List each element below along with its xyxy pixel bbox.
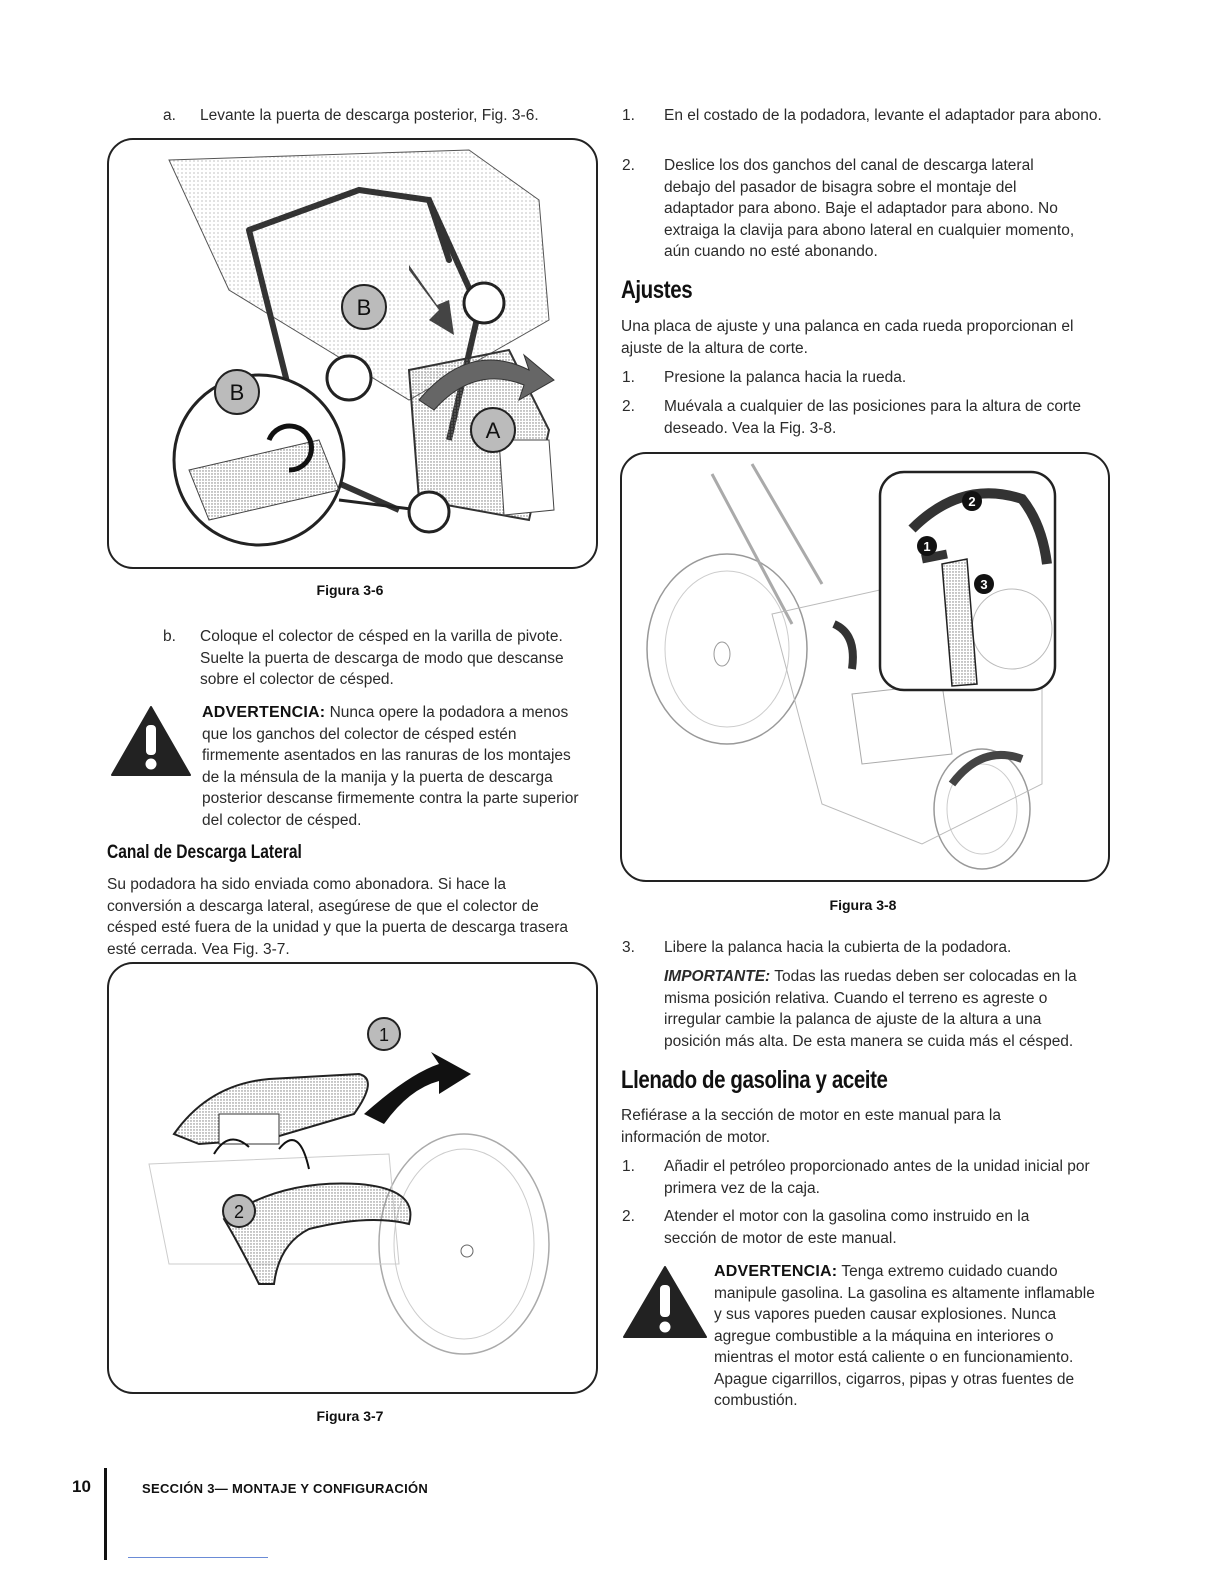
footer-section-title: SECCIÓN 3— MONTAJE Y CONFIGURACIÓN xyxy=(142,1481,429,1496)
label-1 xyxy=(368,1018,400,1050)
ajustes-step1-num: 1. xyxy=(622,369,635,386)
ajustes-step1-text: Presione la palanca hacia la rueda. xyxy=(664,369,907,386)
figure-3-7 xyxy=(107,962,598,1394)
fuel-step2-text: Atender el motor con la gasolina como instruido en la sección de motor de este manual. xyxy=(664,1208,1030,1247)
figure-3-6-illustration xyxy=(109,140,596,567)
fuel-step1-num: 1. xyxy=(622,1158,635,1175)
svg-text:B: B xyxy=(229,380,245,405)
svg-text:B: B xyxy=(356,295,372,320)
fuel-step1-text: Añadir el petróleo proporcionado antes de la unidad inicial por primera vez de la caja. xyxy=(664,1158,1090,1197)
figure-3-8 xyxy=(620,452,1110,882)
ajustes-intro: Una placa de ajuste y una palanca en cada rueda proporcionan el ajuste de la altura de corte. xyxy=(621,318,1074,357)
step2-text: Deslice los dos ganchos del canal de descarga lateral debajo del pasador de bisagra sobre el montaje del adaptador para abono. Baje el adaptador para abono. No extraiga la clavija para abono lateral en cualquier momento, aún cuando no esté abonando. xyxy=(664,157,1075,260)
svg-text:2: 2 xyxy=(233,1202,245,1222)
warning-1-text: Nunca opere la podadora a menos que los ganchos del colector de césped estén firmemente asentados en las ranuras de los montajes de la ménsula de la manija y la puerta de descarga posterior descanse firmemente contra la parte superior del colector de césped. xyxy=(202,704,579,829)
label-b-left xyxy=(215,370,259,414)
svg-text:1: 1 xyxy=(923,539,931,554)
warning-triangle-icon xyxy=(110,705,192,777)
warning-2 xyxy=(714,1261,1104,1412)
important-text: Todas las ruedas deben ser colocadas en la misma posición relativa. Cuando el terreno es agreste o irregular cambie la palanca de ajuste de la altura a una posición más alta. De esta manera se cuida más el césped. xyxy=(664,968,1077,1050)
fuel-step2-num: 2. xyxy=(622,1208,635,1225)
label-a xyxy=(471,408,515,452)
side-discharge-text: Su podadora ha sido enviada como abonadora. Si hace la conversión a descarga lateral, asegúrese de que el colector de césped esté fuera de la unidad y que la puerta de descarga trasera esté cerrada. Vea Fig. 3-7. xyxy=(107,876,569,958)
item-b-letter: b. xyxy=(163,628,176,645)
fuel-intro: Refiérase a la sección de motor en este manual para la información de motor. xyxy=(621,1107,1001,1146)
label-2 xyxy=(962,491,982,511)
item-b-text: Coloque el colector de césped en la varilla de pivote. Suelte la puerta de descarga de modo que descanse sobre el colector de césped. xyxy=(200,628,564,688)
footer-rule xyxy=(128,1557,268,1558)
warning-2-title: ADVERTENCIA: xyxy=(714,1263,838,1280)
figure-3-7-illustration xyxy=(109,964,596,1392)
figure-3-7-caption: Figura 3-7 xyxy=(316,1408,384,1424)
label-2 xyxy=(223,1195,255,1227)
figure-3-8-illustration xyxy=(622,454,1108,880)
ajustes-heading: Ajustes xyxy=(621,276,693,304)
ajustes-step2-num: 2. xyxy=(622,398,635,415)
label-1 xyxy=(917,536,937,556)
ajustes-step2-text: Muévala a cualquier de las posiciones para la altura de corte deseado. Vea la Fig. 3-8. xyxy=(664,398,1082,437)
label-b-top xyxy=(342,285,386,329)
step1-text: En el costado de la podadora, levante el adaptador para abono. xyxy=(664,107,1102,124)
figure-3-6-caption: Figura 3-6 xyxy=(316,582,384,598)
important-note xyxy=(664,966,1094,1052)
svg-text:2: 2 xyxy=(968,494,976,509)
step1-num: 1. xyxy=(622,107,635,124)
warning-2-text: Tenga extremo cuidado cuando manipule gasolina. La gasolina es altamente inflamable y sus vapores pueden causar explosiones. Nunca agregue combustible a la máquina en interiores o mientras el motor está caliente o en funcionamiento. Apague cigarrillos, cigarros, pipas y otras fuentes de combustión. xyxy=(714,1263,1095,1409)
fuel-heading: Llenado de gasolina y aceite xyxy=(621,1066,888,1094)
step2-num: 2. xyxy=(622,157,635,174)
page-number: 10 xyxy=(72,1477,91,1496)
footer-divider xyxy=(104,1468,107,1560)
important-label: IMPORTANTE: xyxy=(664,968,771,985)
step3-text: Libere la palanca hacia la cubierta de la podadora. xyxy=(664,939,1012,956)
warning-1 xyxy=(202,702,592,831)
step3-num: 3. xyxy=(622,939,635,956)
item-a-letter: a. xyxy=(163,107,176,124)
item-a-text: Levante la puerta de descarga posterior, Fig. 3-6. xyxy=(200,107,539,124)
warning-triangle-icon xyxy=(622,1265,708,1339)
warning-1-title: ADVERTENCIA: xyxy=(202,704,326,721)
svg-text:1: 1 xyxy=(378,1025,390,1045)
label-3 xyxy=(974,574,994,594)
side-discharge-heading: Canal de Descarga Lateral xyxy=(107,842,302,863)
figure-3-8-caption: Figura 3-8 xyxy=(829,897,897,913)
svg-text:A: A xyxy=(485,418,501,443)
svg-text:3: 3 xyxy=(980,577,988,592)
figure-3-6 xyxy=(107,138,598,569)
